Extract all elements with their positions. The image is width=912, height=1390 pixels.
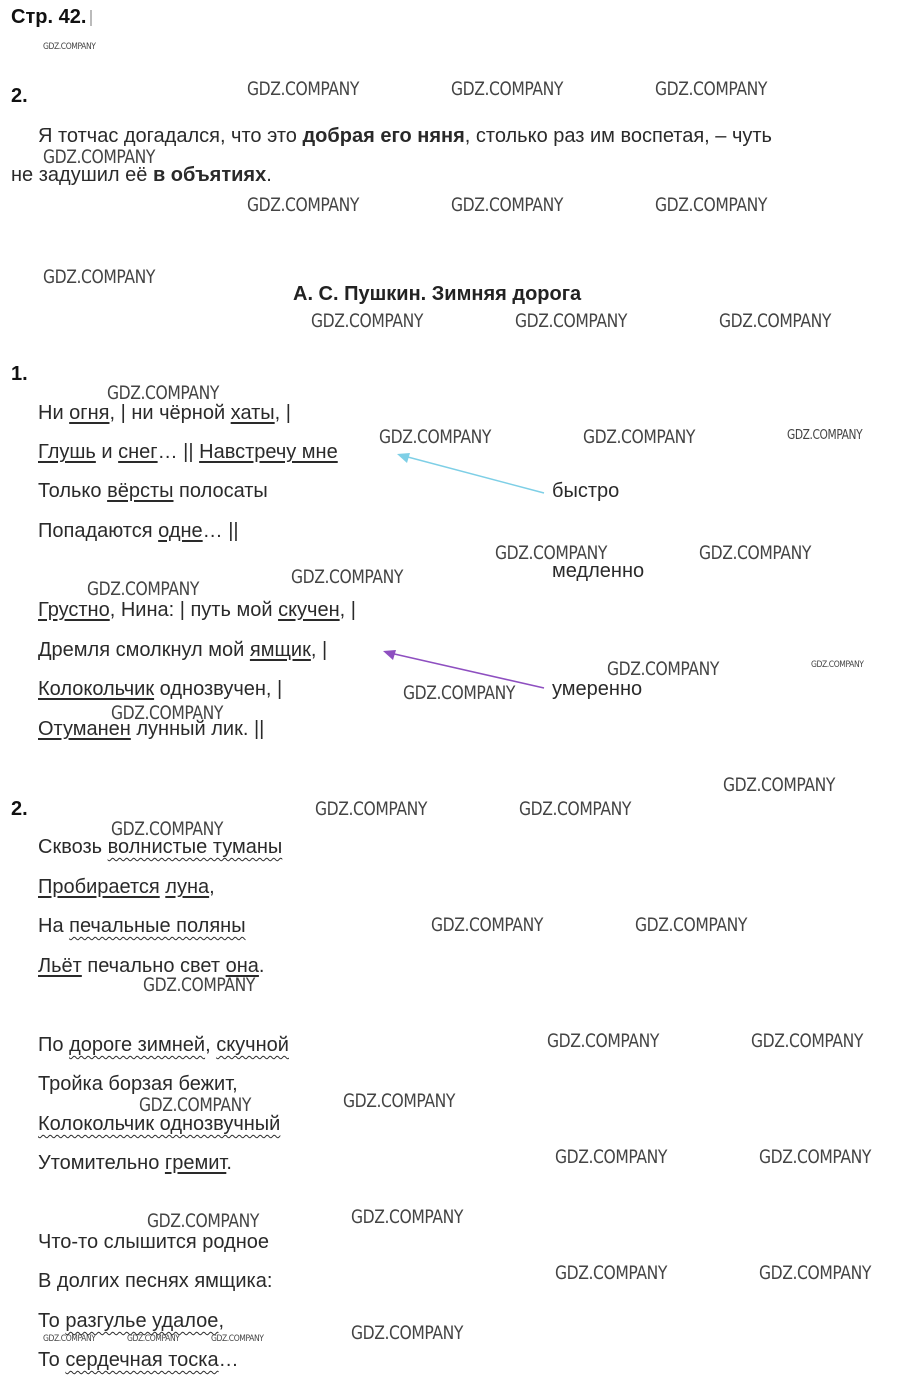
watermark: GDZ.COMPANY (87, 578, 200, 600)
poem2-line-8 (38, 1151, 232, 1175)
subject-word: снег (118, 441, 158, 463)
poem2-line-11 (38, 1309, 224, 1333)
text-segment: По (38, 1034, 70, 1056)
text-segment: Только (38, 480, 108, 502)
text-segment: , | (274, 402, 291, 424)
watermark: GDZ.COMPANY (699, 542, 812, 564)
bold-segment: добрая его няня (302, 125, 465, 147)
text-segment: и (95, 441, 119, 463)
subject-word: вёрсты (107, 480, 174, 502)
arrow-fast (397, 453, 544, 493)
subject-word: Льёт (38, 955, 82, 977)
watermark: GDZ.COMPANY (515, 310, 628, 332)
watermark: GDZ.COMPANY (43, 146, 156, 168)
watermark: GDZ.COMPANY (431, 914, 544, 936)
subject-word: ямщик (249, 639, 311, 661)
watermark: GDZ.COMPANY (315, 798, 428, 820)
watermark: GDZ.COMPANY (759, 1262, 872, 1284)
watermark: GDZ.COMPANY (811, 660, 864, 670)
watermark: GDZ.COMPANY (607, 658, 720, 680)
text-segment: … (218, 1349, 239, 1371)
poem2-line-6 (38, 1072, 238, 1096)
subject-word: луна (165, 876, 210, 898)
text-segment: , Нина: | путь мой (109, 599, 279, 621)
text-segment: полосаты (173, 480, 268, 502)
attribute-phrase: скучной (216, 1034, 289, 1056)
subject-word: одне (158, 520, 203, 542)
text-segment: … || (157, 441, 200, 463)
watermark: GDZ.COMPANY (111, 818, 224, 840)
watermark: GDZ.COMPANY (311, 310, 424, 332)
text-segment: . (258, 955, 265, 977)
text-segment: Попадаются (38, 520, 159, 542)
text-segment: То (38, 1310, 66, 1332)
watermark: GDZ.COMPANY (403, 682, 516, 704)
poem2-line-2 (38, 875, 215, 899)
watermark: GDZ.COMPANY (351, 1322, 464, 1344)
subject-word: Навстречу мне (199, 441, 338, 463)
text-segment: , столько раз им воспетая, – чуть (464, 125, 772, 147)
watermark: GDZ.COMPANY (451, 78, 564, 100)
watermark: GDZ.COMPANY (519, 798, 632, 820)
text-segment: Я тотчас догадался, что это (38, 125, 303, 147)
watermark: GDZ.COMPANY (655, 78, 768, 100)
attribute-phrase: дороге зимней (69, 1034, 206, 1056)
text-segment: печально свет (81, 955, 226, 977)
poem2-line-12 (38, 1348, 239, 1372)
watermark: GDZ.COMPANY (107, 382, 220, 404)
text-segment: . (266, 164, 272, 186)
watermark: GDZ.COMPANY (547, 1030, 660, 1052)
subject-word: гремит (164, 1152, 227, 1174)
watermark: GDZ.COMPANY (451, 194, 564, 216)
watermark: GDZ.COMPANY (723, 774, 836, 796)
watermark: GDZ.COMPANY (379, 426, 492, 448)
watermark: GDZ.COMPANY (143, 974, 256, 996)
watermark: GDZ.COMPANY (291, 566, 404, 588)
watermark: GDZ.COMPANY (43, 42, 96, 52)
text-segment: Ни (38, 402, 70, 424)
attribute-phrase: волнистые туманы (107, 836, 283, 858)
text-segment: лунный лик. || (130, 718, 265, 740)
watermark: GDZ.COMPANY (247, 194, 360, 216)
text-segment: не задушил её (11, 164, 153, 186)
section-title: А. С. Пушкин. Зимняя дорога (293, 283, 582, 305)
text-segment: однозвучен, | (154, 678, 283, 700)
watermark: GDZ.COMPANY (351, 1206, 464, 1228)
subject-word: скучен (278, 599, 340, 621)
subject-word: хаты (230, 402, 275, 424)
subject-word: Отуманен (38, 718, 131, 740)
text-segment: , | (310, 639, 328, 661)
text-segment: Дремля смолкнул мой (38, 639, 250, 661)
part1-number: 1. (11, 363, 28, 385)
bold-segment: в объятиях (152, 164, 267, 186)
watermark: GDZ.COMPANY (139, 1094, 252, 1116)
watermark: GDZ.COMPANY (127, 1334, 180, 1344)
poem2-line-9 (38, 1230, 269, 1254)
text-segment: … || (202, 520, 239, 542)
subject-word: Грустно (38, 599, 110, 621)
subject-word: Глушь (38, 441, 96, 463)
watermark: GDZ.COMPANY (343, 1090, 456, 1112)
watermark: GDZ.COMPANY (43, 266, 156, 288)
text-segment: , | ни чёрной (109, 402, 231, 424)
watermark: GDZ.COMPANY (759, 1146, 872, 1168)
poem2-line-10 (38, 1269, 272, 1293)
text-segment: Утомительно (38, 1152, 165, 1174)
subject-word: огня (69, 402, 110, 424)
text-segment: , | (339, 599, 356, 621)
watermark: GDZ.COMPANY (787, 428, 863, 443)
watermark: GDZ.COMPANY (495, 542, 608, 564)
watermark: GDZ.COMPANY (111, 702, 224, 724)
watermark: GDZ.COMPANY (635, 914, 748, 936)
tempo-label-moderate: умеренно (552, 678, 643, 700)
page-number: Стр. 42. (11, 6, 87, 28)
text-segment: Тройка борзая бежит, (38, 1073, 238, 1095)
text-segment: То (38, 1349, 66, 1371)
watermark: GDZ.COMPANY (247, 78, 360, 100)
text-segment: , (218, 1310, 224, 1332)
watermark: GDZ.COMPANY (555, 1146, 668, 1168)
watermark: GDZ.COMPANY (147, 1210, 260, 1232)
tempo-label-slow: медленно (552, 560, 645, 582)
poem2-line-3 (38, 914, 246, 938)
watermark: GDZ.COMPANY (211, 1334, 264, 1344)
watermark: GDZ.COMPANY (583, 426, 696, 448)
poem2-line-5 (38, 1033, 289, 1057)
text-segment: Что-то слышится родное (38, 1231, 270, 1253)
attribute-phrase: разгулье удалое (65, 1310, 219, 1332)
text-segment: . (226, 1152, 232, 1174)
watermark: GDZ.COMPANY (719, 310, 832, 332)
part2-number: 2. (11, 798, 28, 820)
subject-word: Пробирается (38, 876, 160, 898)
text-segment: , (209, 876, 215, 898)
subject-word: она (225, 955, 259, 977)
text-segment: На (38, 915, 70, 937)
attribute-phrase: печальные поляны (69, 915, 246, 937)
text-segment: Сквозь (38, 836, 108, 858)
task-number: 2. (11, 85, 28, 107)
watermark: GDZ.COMPANY (555, 1262, 668, 1284)
text-segment: , (205, 1034, 217, 1056)
text-segment: В долгих песнях ямщика: (38, 1270, 273, 1292)
watermark: GDZ.COMPANY (751, 1030, 864, 1052)
subject-word: Колокольчик (38, 678, 155, 700)
tempo-label-fast: быстро (552, 480, 620, 502)
watermark: GDZ.COMPANY (655, 194, 768, 216)
watermark: GDZ.COMPANY (43, 1334, 96, 1344)
attribute-phrase: сердечная тоска (65, 1349, 219, 1371)
attribute-phrase: Колокольчик однозвучный (38, 1113, 281, 1135)
